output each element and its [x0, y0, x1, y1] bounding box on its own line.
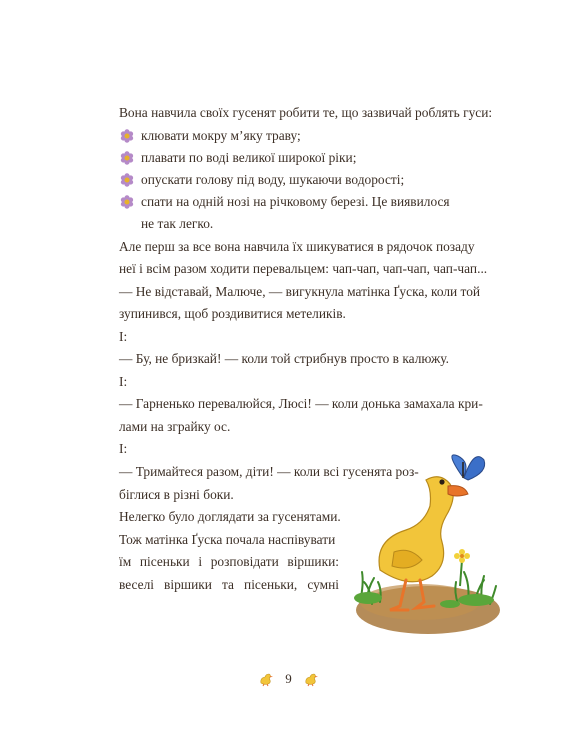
list-item-text: клювати мокру м’яку траву; [141, 127, 301, 143]
page-footer [0, 670, 577, 687]
text-line: Тож матінка Ґуска почала наспівувати [119, 531, 336, 547]
flower-icon [120, 129, 134, 143]
list-item-text: опускати голову під воду, шукаючи водорості; [141, 171, 405, 187]
text-line: — Тримайтеся разом, діти! — коли всі гусенята роз- [119, 464, 419, 480]
text-line: Вона навчила своїх гусенят робити те, що зазвичай роблять гуси: [119, 105, 493, 120]
text-line: — Бу, не бризкай! — коли той стрибнув просто в калюжу. [119, 351, 450, 367]
text-line: неї і всім разом ходити перевальцем: чап-чап, чап-чап, чап-чап... [119, 261, 488, 277]
text-line: І: [119, 328, 128, 344]
duckling-icon [258, 671, 274, 687]
text-line: біглися в різні боки. [119, 486, 234, 502]
text-line: — Гарненько перевалюйся, Люсі! — коли донька замахала кри- [119, 396, 483, 412]
page-number: 9 [285, 671, 292, 687]
text-line: — Не відставай, Малюче, — вигукнула матінка Ґуска, коли той [119, 283, 481, 299]
flower-icon [120, 195, 134, 209]
list-item-continuation: не так легко. [141, 216, 214, 232]
list-item [119, 125, 499, 147]
list-item-text: спати на одній нозі на річковому березі. Це виявилося [141, 194, 450, 210]
text-line: їм пісеньки і розповідати віршики: [119, 554, 339, 570]
flower-icon [120, 173, 134, 187]
list-item-text: плавати по воді великої широкої ріки; [141, 149, 357, 165]
text-line: зупинився, щоб роздивитися метеликів. [119, 306, 346, 322]
list-item [119, 169, 499, 191]
gosling-illustration [350, 452, 500, 638]
list-item [119, 191, 499, 213]
list-item [119, 147, 499, 169]
text-line: І: [119, 441, 128, 457]
text-line: лами на зграйку ос. [119, 418, 231, 434]
text-line: Нелегко було доглядати за гусенятами. [119, 509, 341, 525]
text-line: веселі віршики та пісеньки, сумні [119, 576, 339, 592]
text-line: Але перш за все вона навчила їх шикуватися в рядочок позаду [119, 238, 475, 254]
text-line: І: [119, 373, 128, 389]
flower-icon [120, 151, 134, 165]
duckling-icon [303, 671, 319, 687]
